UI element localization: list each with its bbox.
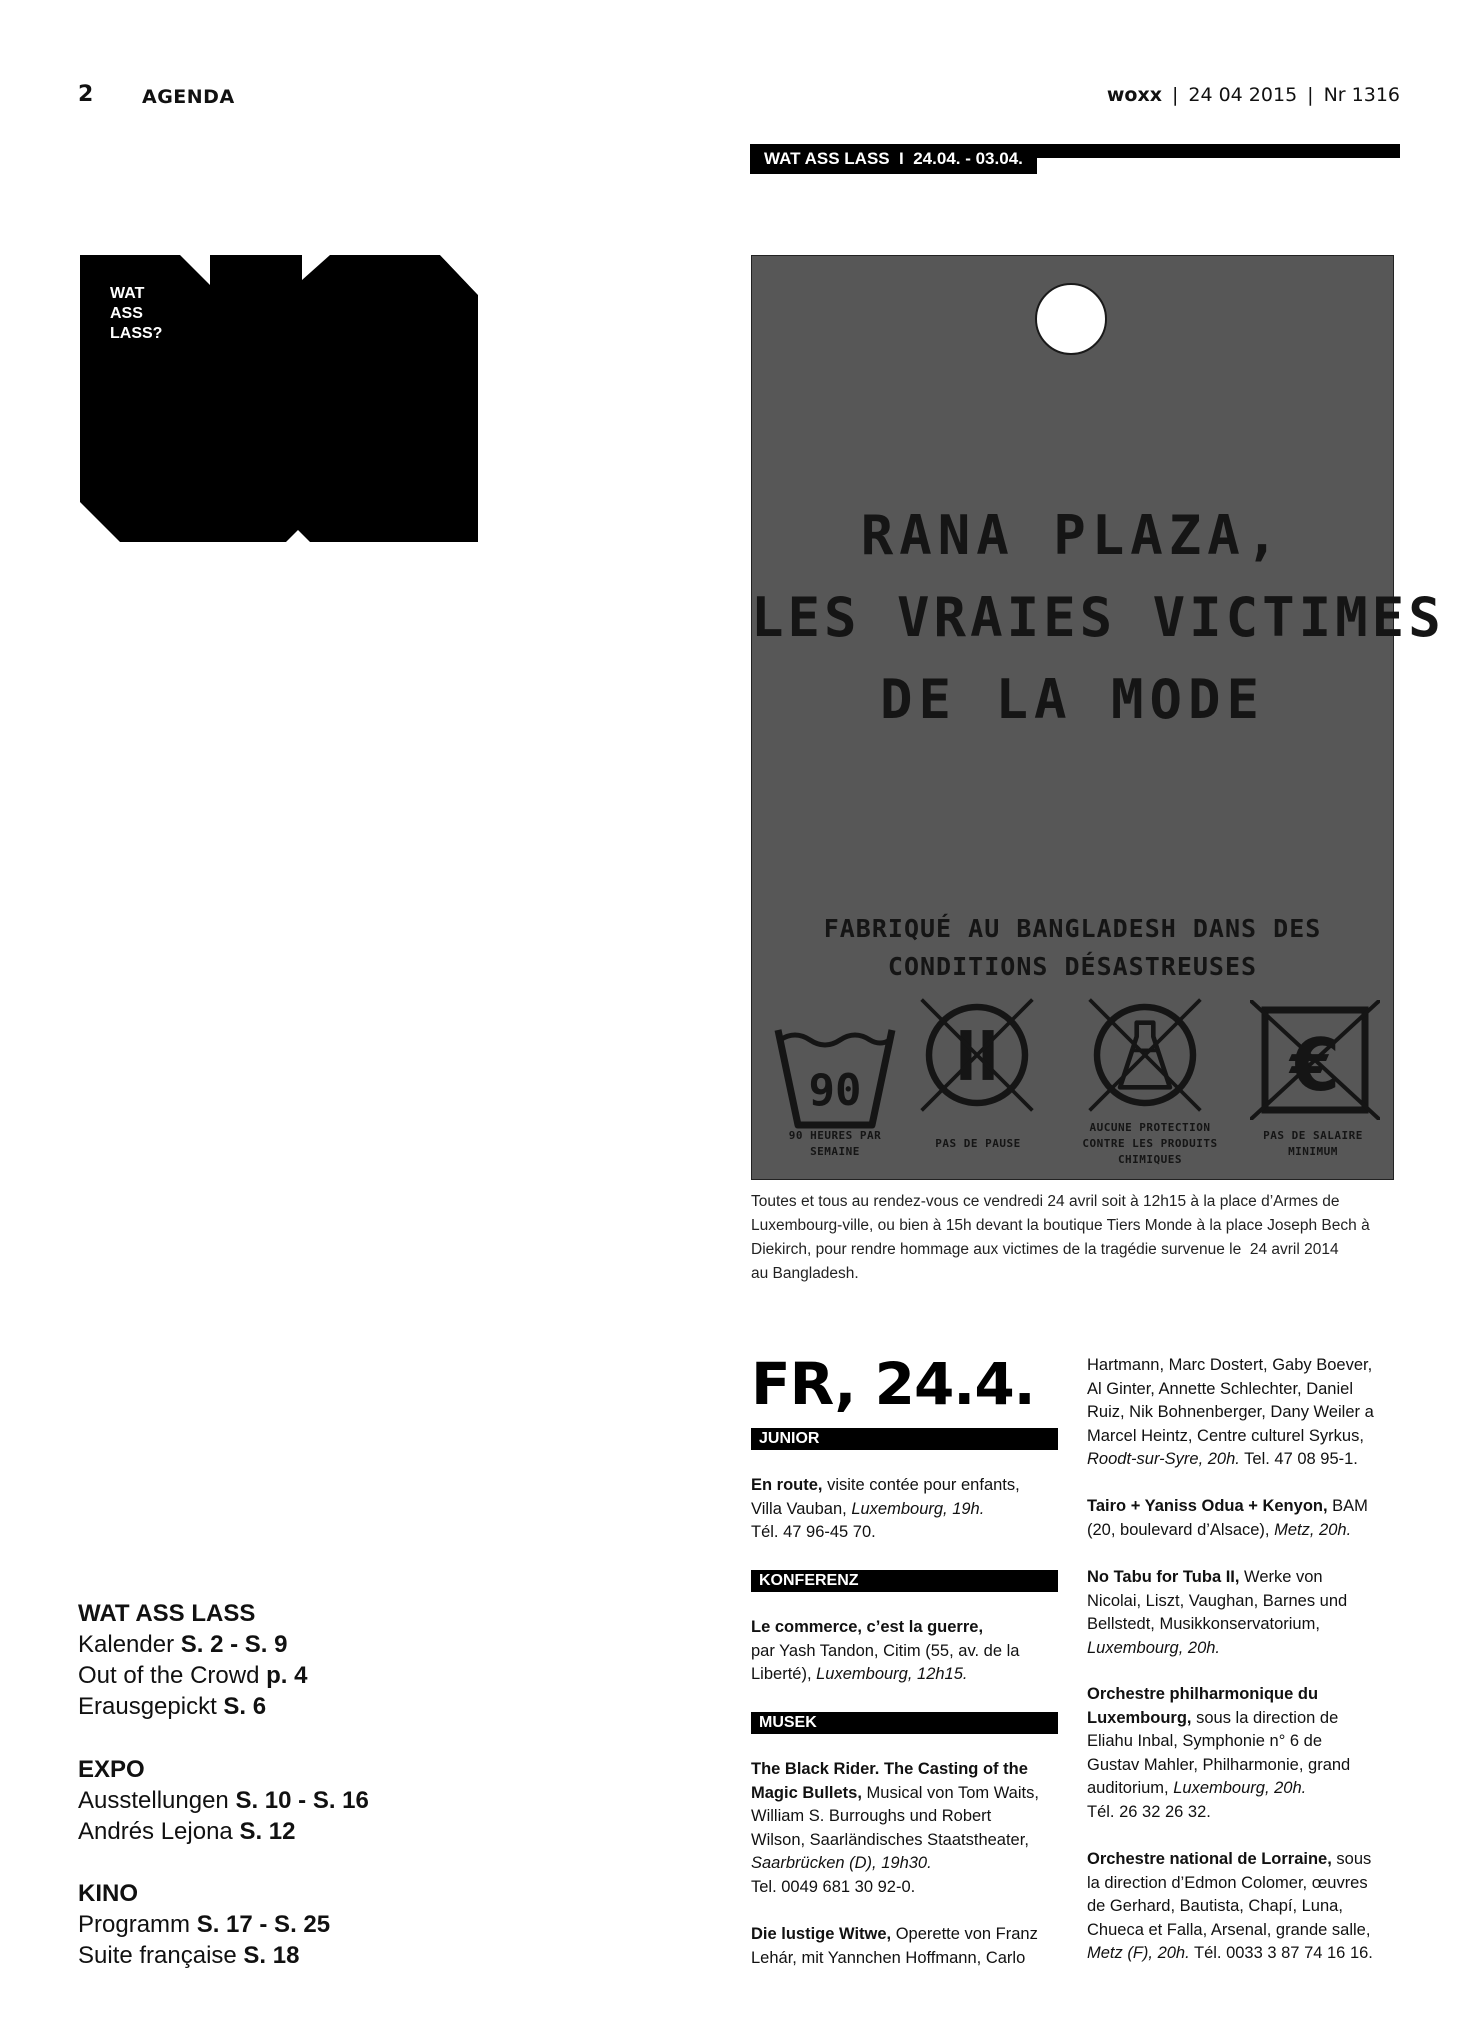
event-place-time: Metz (F), 20h. xyxy=(1087,1944,1190,1962)
poster-title xyxy=(751,495,1445,741)
banner-label: WAT ASS LASS I 24.04. - 03.04. xyxy=(750,144,1037,174)
care-label-line: PAS DE PAUSE xyxy=(935,1137,1021,1150)
index-heading: EXPO xyxy=(78,1756,145,1783)
logo-text xyxy=(110,284,162,344)
event-title: Tairo + Yaniss Odua + Kenyon, xyxy=(1087,1497,1328,1515)
wash-temperature: 90 xyxy=(808,1065,862,1116)
event-text: Ruiz, Nik Bohnenberger, Dany Weiler a xyxy=(1087,1403,1374,1421)
issue-number: Nr 1316 xyxy=(1323,84,1400,106)
index-item xyxy=(78,1942,299,1970)
care-label-line: PAS DE SALAIRE xyxy=(1263,1129,1363,1142)
masthead-separator: | xyxy=(1307,84,1314,106)
logo-line: WAT xyxy=(110,285,145,302)
event-text: Musical von Tom Waits, xyxy=(861,1783,1039,1802)
event-text: par Yash Tandon, Citim (55, av. de la xyxy=(751,1641,1020,1660)
event-title: Luxembourg, xyxy=(1087,1708,1192,1727)
event-text: Lehár, mit Yannchen Hoffmann, Carlo xyxy=(751,1948,1026,1967)
masthead-separator: | xyxy=(1171,84,1179,106)
index-item xyxy=(78,1911,330,1939)
event-text: Bellstedt, Musikkonservatorium, xyxy=(1087,1615,1320,1633)
care-label-chemicals xyxy=(1060,1120,1240,1168)
index-label: Out of the Crowd xyxy=(78,1662,267,1689)
event-text: Gustav Mahler, Philharmonie, grand xyxy=(1087,1755,1351,1774)
event-text: Wilson, Saarländisches Staatstheater, xyxy=(751,1830,1029,1849)
event-title: Orchestre philharmonique du xyxy=(1087,1685,1319,1703)
event-text: sous xyxy=(1331,1850,1372,1868)
event-text: Al Ginter, Annette Schlechter, Daniel xyxy=(1087,1379,1353,1398)
index-item xyxy=(78,1818,296,1846)
event-entry xyxy=(751,1923,1061,1970)
event-phone: Tél. 0033 3 87 74 16 16. xyxy=(1189,1944,1373,1962)
masthead xyxy=(1107,84,1400,106)
caption-line: Diekirch, pour rendre hommage aux victimes de la tragédie survenue le 24 avril 2014 xyxy=(751,1241,1339,1258)
care-label-line: CONTRE LES PRODUITS xyxy=(1082,1137,1218,1150)
event-entry xyxy=(751,1474,1061,1545)
care-label-line: CHIMIQUES xyxy=(1117,1153,1183,1166)
poster-subtitle xyxy=(751,910,1394,986)
index-ref: p. 4 xyxy=(266,1662,308,1689)
euro-icon xyxy=(1250,1000,1380,1120)
event-text: Marcel Heintz, Centre culturel Syrkus, xyxy=(1087,1426,1364,1445)
event-text: BAM xyxy=(1327,1497,1368,1515)
index-ref: S. 2 - S. 9 xyxy=(180,1631,288,1658)
event-place-time: Metz, 20h. xyxy=(1274,1520,1352,1539)
event-phone: Tel. 0049 681 30 92-0. xyxy=(751,1877,916,1896)
event-text: Nicolai, Liszt, Vaughan, Barnes und xyxy=(1087,1591,1348,1610)
category-musek: MUSEK xyxy=(751,1712,1058,1734)
event-title: The Black Rider. The Casting of the xyxy=(751,1760,1028,1778)
index-label: Andrés Lejona xyxy=(78,1818,240,1845)
event-text: de Gerhard, Bautista, Chapí, Luna, xyxy=(1087,1897,1343,1915)
event-entry xyxy=(1087,1495,1397,1542)
care-label-line: SEMAINE xyxy=(810,1145,860,1158)
caption-line: Toutes et tous au rendez-vous ce vendredi 24 avril soit à 12h15 à la place d’Armes de xyxy=(751,1193,1340,1210)
event-place-time: Luxembourg, 20h. xyxy=(1087,1638,1221,1657)
event-text: Villa Vauban, xyxy=(751,1499,852,1518)
index-ref: S. 6 xyxy=(223,1693,267,1720)
event-place-time: Luxembourg, 20h. xyxy=(1173,1779,1307,1797)
poster-title-line: RANA PLAZA, xyxy=(860,504,1285,567)
event-title: En route, xyxy=(751,1476,823,1494)
index-item xyxy=(78,1631,287,1659)
event-place-time: Saarbrücken (D), 19h30. xyxy=(751,1854,932,1872)
event-text: Hartmann, Marc Dostert, Gaby Boever, xyxy=(1087,1356,1373,1374)
event-text: auditorium, xyxy=(1087,1779,1174,1797)
event-text: (20, boulevard d’Alsace), xyxy=(1087,1520,1275,1539)
event-entry xyxy=(1087,1683,1397,1824)
event-text: sous la direction de xyxy=(1191,1708,1339,1727)
event-entry-continued xyxy=(1087,1354,1397,1472)
issue-date: 24 04 2015 xyxy=(1188,84,1298,106)
event-text: Chueca et Falla, Arsenal, grande salle, xyxy=(1087,1920,1371,1939)
event-entry xyxy=(1087,1566,1397,1660)
event-text: Werke von xyxy=(1239,1568,1323,1586)
event-text: Operette von Franz xyxy=(891,1925,1038,1943)
event-phone: Tél. 26 32 26 32. xyxy=(1087,1802,1211,1821)
event-entry xyxy=(1087,1848,1397,1966)
care-label-line: MINIMUM xyxy=(1288,1145,1338,1158)
index-item xyxy=(78,1693,266,1721)
poster-subtitle-line: CONDITIONS DÉSASTREUSES xyxy=(887,952,1258,981)
event-entry xyxy=(751,1616,1061,1687)
care-label-line: 90 HEURES PAR xyxy=(788,1129,882,1142)
poster-title-line: LES VRAIES VICTIMES xyxy=(751,586,1445,649)
category-konferenz: KONFERENZ xyxy=(751,1570,1058,1592)
care-label-pause xyxy=(893,1136,1063,1152)
event-place-time: Luxembourg, 12h15. xyxy=(816,1665,968,1683)
caption-line: Luxembourg-ville, ou bien à 15h devant la boutique Tiers Monde à la place Joseph Bech à xyxy=(751,1217,1370,1234)
page-number: 2 xyxy=(78,82,94,107)
event-title: Orchestre national de Lorraine, xyxy=(1087,1850,1332,1868)
event-title: No Tabu for Tuba II, xyxy=(1087,1568,1240,1586)
logo-line: LASS? xyxy=(110,325,163,342)
event-phone: Tél. 47 96-45 70. xyxy=(751,1523,876,1541)
event-text: William S. Burroughs und Robert xyxy=(751,1807,992,1825)
euro-symbol: € xyxy=(1289,1023,1341,1107)
event-entry xyxy=(751,1758,1061,1899)
index-label: Suite française xyxy=(78,1942,244,1969)
event-title: Die lustige Witwe, xyxy=(751,1925,892,1943)
event-phone: Tel. 47 08 95-1. xyxy=(1239,1450,1358,1468)
care-label-line: AUCUNE PROTECTION xyxy=(1089,1121,1211,1134)
index-ref: S. 18 xyxy=(243,1942,300,1969)
event-title: Le commerce, c’est la guerre, xyxy=(751,1618,984,1636)
wash-tub-icon xyxy=(770,1010,900,1130)
chemical-flask-icon xyxy=(1080,995,1210,1115)
index-heading: KINO xyxy=(78,1880,138,1907)
index-item xyxy=(78,1787,369,1815)
category-junior: JUNIOR xyxy=(751,1428,1058,1450)
event-place-time: Luxembourg, 19h. xyxy=(851,1499,985,1518)
index-ref: S. 12 xyxy=(239,1818,296,1845)
index-label: Programm xyxy=(78,1911,197,1938)
index-label: Erausgepickt xyxy=(78,1693,224,1720)
index-label: Ausstellungen xyxy=(78,1787,236,1814)
pause-icon xyxy=(912,995,1042,1115)
tag-hole xyxy=(1035,283,1107,355)
caption-line: au Bangladesh. xyxy=(751,1265,859,1282)
day-heading: FR, 24.4. xyxy=(751,1350,1035,1418)
section-title: AGENDA xyxy=(142,86,235,108)
publication-name: woxx xyxy=(1106,84,1162,106)
event-text: Eliahu Inbal, Symphonie n° 6 de xyxy=(1087,1732,1323,1750)
index-ref: S. 17 - S. 25 xyxy=(196,1911,331,1938)
event-text: la direction d’Edmon Colomer, œuvres xyxy=(1087,1873,1368,1892)
event-title: Magic Bullets, xyxy=(751,1783,862,1802)
index-item xyxy=(78,1662,307,1690)
event-text: visite contée pour enfants, xyxy=(822,1476,1020,1494)
event-place-time: Roodt-sur-Syre, 20h. xyxy=(1087,1450,1240,1468)
index-label: Kalender xyxy=(78,1631,181,1658)
poster-subtitle-line: FABRIQUÉ AU BANGLADESH DANS DES xyxy=(823,914,1322,943)
event-text: Liberté), xyxy=(751,1665,817,1683)
poster-title-line: DE LA MODE xyxy=(879,668,1266,731)
index-heading: WAT ASS LASS xyxy=(78,1600,256,1627)
care-label-wage xyxy=(1228,1128,1398,1160)
poster-caption xyxy=(751,1190,1381,1286)
index-ref: S. 10 - S. 16 xyxy=(235,1787,369,1814)
logo-line: ASS xyxy=(110,305,143,322)
